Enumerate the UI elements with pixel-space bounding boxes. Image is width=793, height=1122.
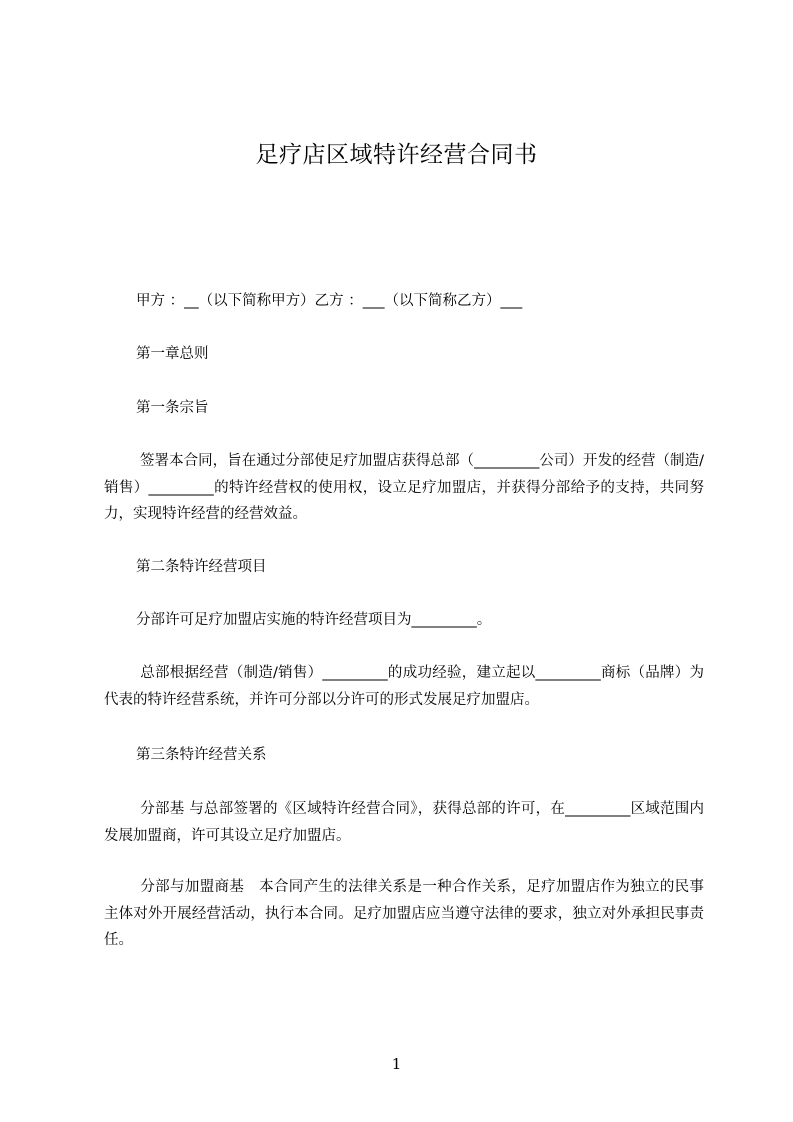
article-2-heading: 第二条特许经营项目 — [136, 559, 267, 575]
document-title: 足疗店区域特许经营合同书 — [255, 142, 538, 168]
article-3-heading: 第三条特许经营关系 — [136, 747, 267, 763]
article-2-text-2: 总部根据经营（制造/销售）_________的成功经验，建立起以_________商标（品牌）为代表的特许经营系统，并许可分部以分许可的形式发展足疗加盟店。 — [104, 665, 704, 708]
article-3-body-2 — [104, 874, 704, 954]
page-number: 1 — [391, 1055, 402, 1073]
article-1-heading: 第一条宗旨 — [136, 400, 209, 416]
article-3-text-2: 分部与加盟商基 本合同产生的法律关系是一种合作关系，足疗加盟店作为独立的民事主体对外开展经营活动，执行本合同。足疗加盟店应当遵守法律的要求，独立对外承担民事责任。 — [104, 879, 704, 948]
article-1-body — [104, 448, 704, 528]
article-3-text-1: 分部基 与总部签署的《区域特许经营合同》，获得总部的许可，在_________区域范围内发展加盟商，许可其设立足疗加盟店。 — [104, 801, 704, 844]
article-2-body-1 — [104, 607, 704, 634]
parties-line: 甲方 ：__（以下简称甲方）乙方 ：___（以下简称乙方）___ — [136, 293, 523, 309]
article-2-body-2 — [104, 660, 704, 713]
article-3-body-1 — [104, 796, 704, 849]
article-1-text: 签署本合同，旨在通过分部使足疗加盟店获得总部（_________公司）开发的经营（制造/销售）_________的特许经营权的使用权，设立足疗加盟店，并获得分部给予的支持，共同努力，实现特许经营的经营效益。 — [104, 453, 704, 522]
chapter-heading: 第一章总则 — [136, 346, 209, 362]
article-2-text-1: 分部许可足疗加盟店实施的特许经营项目为_________。 — [136, 612, 492, 628]
